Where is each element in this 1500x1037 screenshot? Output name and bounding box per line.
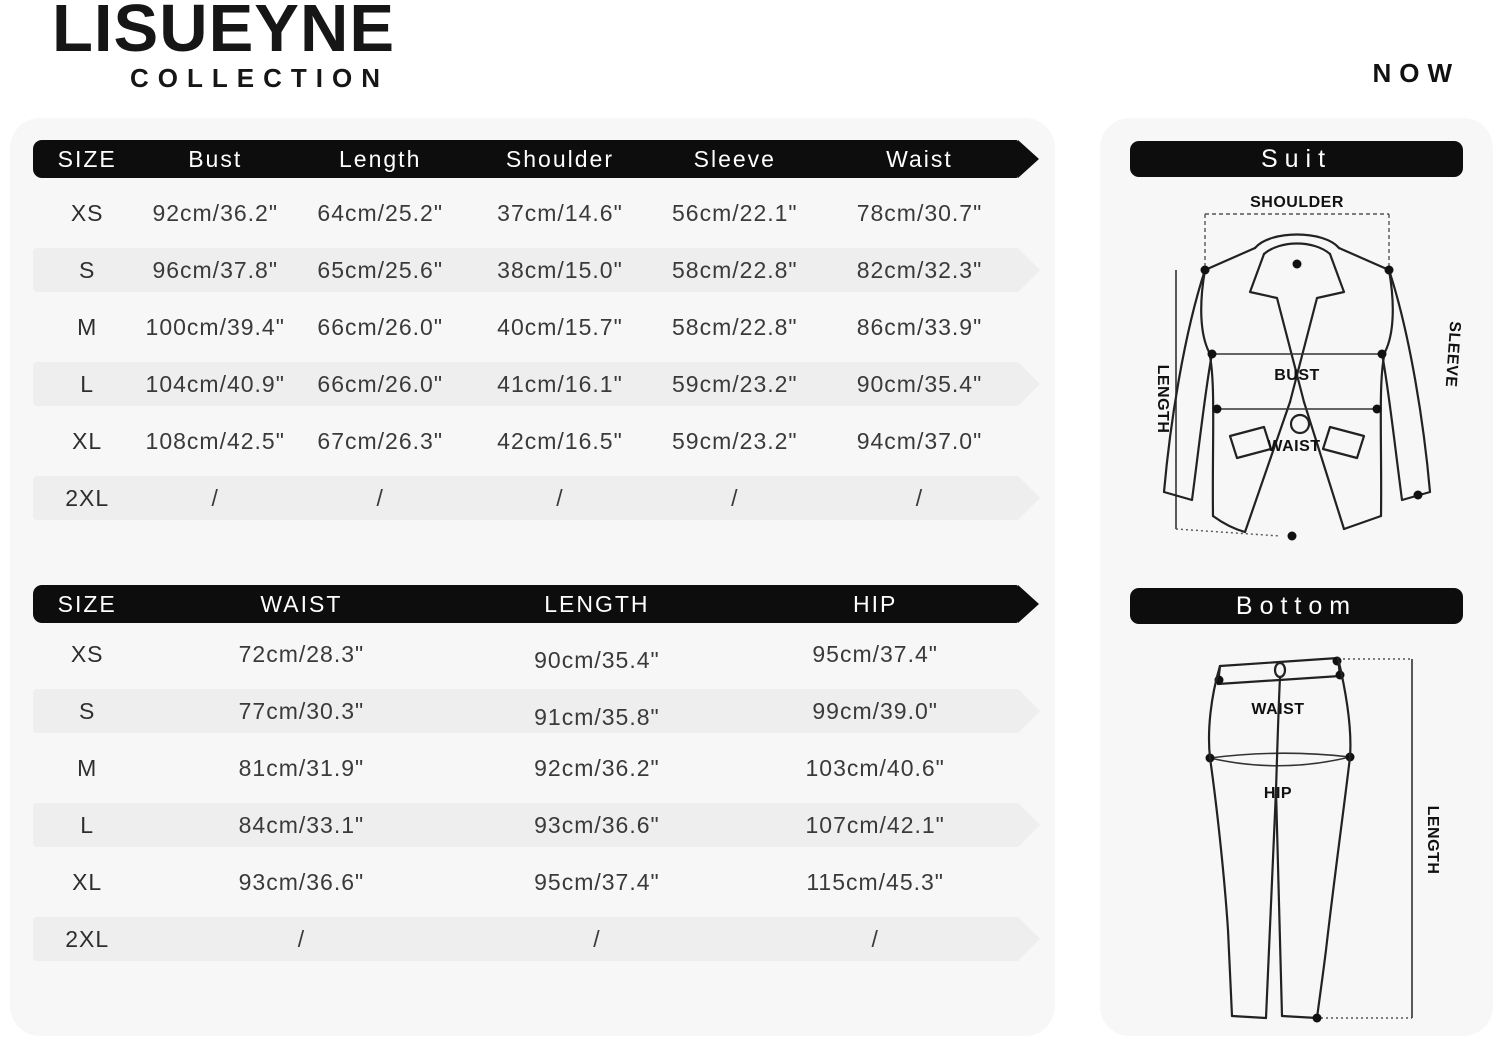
table-row: [33, 632, 1018, 676]
measurement-value: 37cm/14.6": [497, 199, 623, 226]
measurement-value: 59cm/23.2": [672, 427, 798, 454]
table-row: [33, 419, 1018, 463]
measurement-value: 56cm/22.1": [672, 199, 798, 226]
measurement-value: 92cm/36.2": [534, 754, 660, 781]
measurement-value: 58cm/22.8": [672, 313, 798, 340]
suit-waist-label: WAIST: [1267, 438, 1321, 455]
measurement-value: /: [556, 484, 564, 511]
measurement-value: 93cm/36.6": [534, 811, 660, 838]
bottom-waist-label: WAIST: [1251, 701, 1305, 718]
size-label: S: [79, 697, 96, 724]
table-row: [33, 689, 1018, 733]
bottom-size-table: [33, 585, 1018, 974]
now-badge: NOW: [1372, 58, 1460, 88]
column-header-size: SIZE: [57, 145, 117, 172]
suit-panel-title: Suit: [1130, 141, 1463, 177]
size-label: 2XL: [65, 925, 110, 952]
brand-logo: [52, 0, 395, 94]
measurement-value: 100cm/39.4": [145, 313, 285, 340]
bottom-measurement-diagram: [1112, 630, 1482, 1030]
size-label: XL: [72, 868, 103, 895]
measurement-value: 41cm/16.1": [497, 370, 623, 397]
measurement-value: 81cm/31.9": [238, 754, 365, 781]
measurement-value: 40cm/15.7": [497, 313, 623, 340]
column-header-length: Length: [339, 145, 422, 172]
measurement-value: 107cm/42.1": [805, 811, 945, 838]
measurement-value: 93cm/36.6": [238, 868, 365, 895]
brand-subtitle: COLLECTION: [130, 63, 389, 93]
measurement-value: 95cm/37.4": [812, 640, 938, 667]
measurement-value: 108cm/42.5": [145, 427, 285, 454]
size-label: XS: [70, 640, 104, 667]
measurement-value: 77cm/30.3": [238, 697, 365, 724]
size-label: 2XL: [65, 484, 110, 511]
table-row: [33, 248, 1018, 292]
measurement-value: 64cm/25.2": [317, 199, 443, 226]
measurement-value: /: [731, 484, 739, 511]
measurement-value: 115cm/45.3": [806, 868, 944, 895]
suit-length-label: LENGTH: [1154, 364, 1171, 434]
size-label: S: [79, 256, 96, 283]
measurement-value: /: [871, 925, 879, 952]
suit-size-table: [33, 140, 1018, 533]
bottom-hip-label: HIP: [1263, 785, 1293, 802]
measurement-value: /: [297, 925, 306, 952]
measurement-value: 59cm/23.2": [672, 370, 798, 397]
table-row: [33, 803, 1018, 847]
size-label: XL: [72, 427, 103, 454]
measurement-value: 66cm/26.0": [317, 313, 443, 340]
suit-table-rows: [33, 191, 1018, 520]
column-header-sleeve: Sleeve: [693, 145, 776, 172]
brand-name: LISUEYNE: [52, 0, 396, 66]
suit-table-header: [33, 140, 1018, 178]
measurement-value: 72cm/28.3": [238, 640, 365, 667]
measurement-value: /: [593, 925, 601, 952]
measurement-value: 86cm/33.9": [856, 313, 983, 340]
measurement-value: 67cm/26.3": [317, 427, 443, 454]
measurement-value: 38cm/15.0": [497, 256, 623, 283]
size-label: L: [80, 811, 95, 838]
table-row: [33, 191, 1018, 235]
table-row: [33, 476, 1018, 520]
column-header-size: SIZE: [57, 590, 117, 617]
column-header-waist: Waist: [886, 145, 953, 172]
measurement-value: 66cm/26.0": [317, 370, 443, 397]
measurement-value: 92cm/36.2": [152, 199, 278, 226]
column-header-bust: Bust: [188, 145, 243, 172]
measurement-value: 99cm/39.0": [812, 697, 938, 724]
measurement-value: 58cm/22.8": [672, 256, 798, 283]
bottom-panel-title: Bottom: [1130, 588, 1463, 624]
measurement-value: /: [376, 484, 384, 511]
column-header-length: LENGTH: [544, 590, 650, 617]
measurement-value: /: [915, 484, 924, 511]
bottom-length-label: LENGTH: [1424, 805, 1441, 875]
table-row: [33, 917, 1018, 961]
measurement-value: 82cm/32.3": [856, 256, 983, 283]
size-label: XS: [70, 199, 104, 226]
size-label: L: [80, 370, 95, 397]
suit-bust-label: BUST: [1274, 367, 1320, 384]
measurement-value: 65cm/25.6": [317, 256, 443, 283]
column-header-waist: WAIST: [260, 590, 343, 617]
measurement-value: 84cm/33.1": [238, 811, 365, 838]
table-row: [33, 362, 1018, 406]
size-label: M: [77, 313, 98, 340]
measurement-value: 90cm/35.4": [856, 370, 983, 397]
measurement-value: 95cm/37.4": [534, 868, 660, 895]
suit-sleeve-label: SLEEVE: [1441, 320, 1464, 388]
suit-shoulder-label: SHOULDER: [1250, 194, 1344, 211]
measurement-value: 94cm/37.0": [856, 427, 983, 454]
size-chart-card: [10, 118, 1055, 1036]
table-row: [33, 860, 1018, 904]
measurement-value: 78cm/30.7": [856, 199, 983, 226]
size-label: M: [77, 754, 98, 781]
measurement-value: 96cm/37.8": [152, 256, 278, 283]
measurement-value: /: [211, 484, 219, 511]
table-row: [33, 305, 1018, 349]
measurement-value: 42cm/16.5": [497, 427, 623, 454]
table-row: [33, 746, 1018, 790]
bottom-table-header: [33, 585, 1018, 623]
measurement-value: 103cm/40.6": [805, 754, 945, 781]
bottom-table-rows: [33, 632, 1018, 961]
column-header-hip: HIP: [852, 590, 898, 617]
suit-measurement-diagram: [1112, 184, 1482, 579]
measurement-value: 90cm/35.4": [534, 646, 660, 673]
diagram-card: [1100, 118, 1493, 1036]
column-header-shoulder: Shoulder: [505, 145, 614, 172]
measurement-value: 91cm/35.8": [534, 703, 660, 730]
measurement-value: 104cm/40.9": [145, 370, 285, 397]
